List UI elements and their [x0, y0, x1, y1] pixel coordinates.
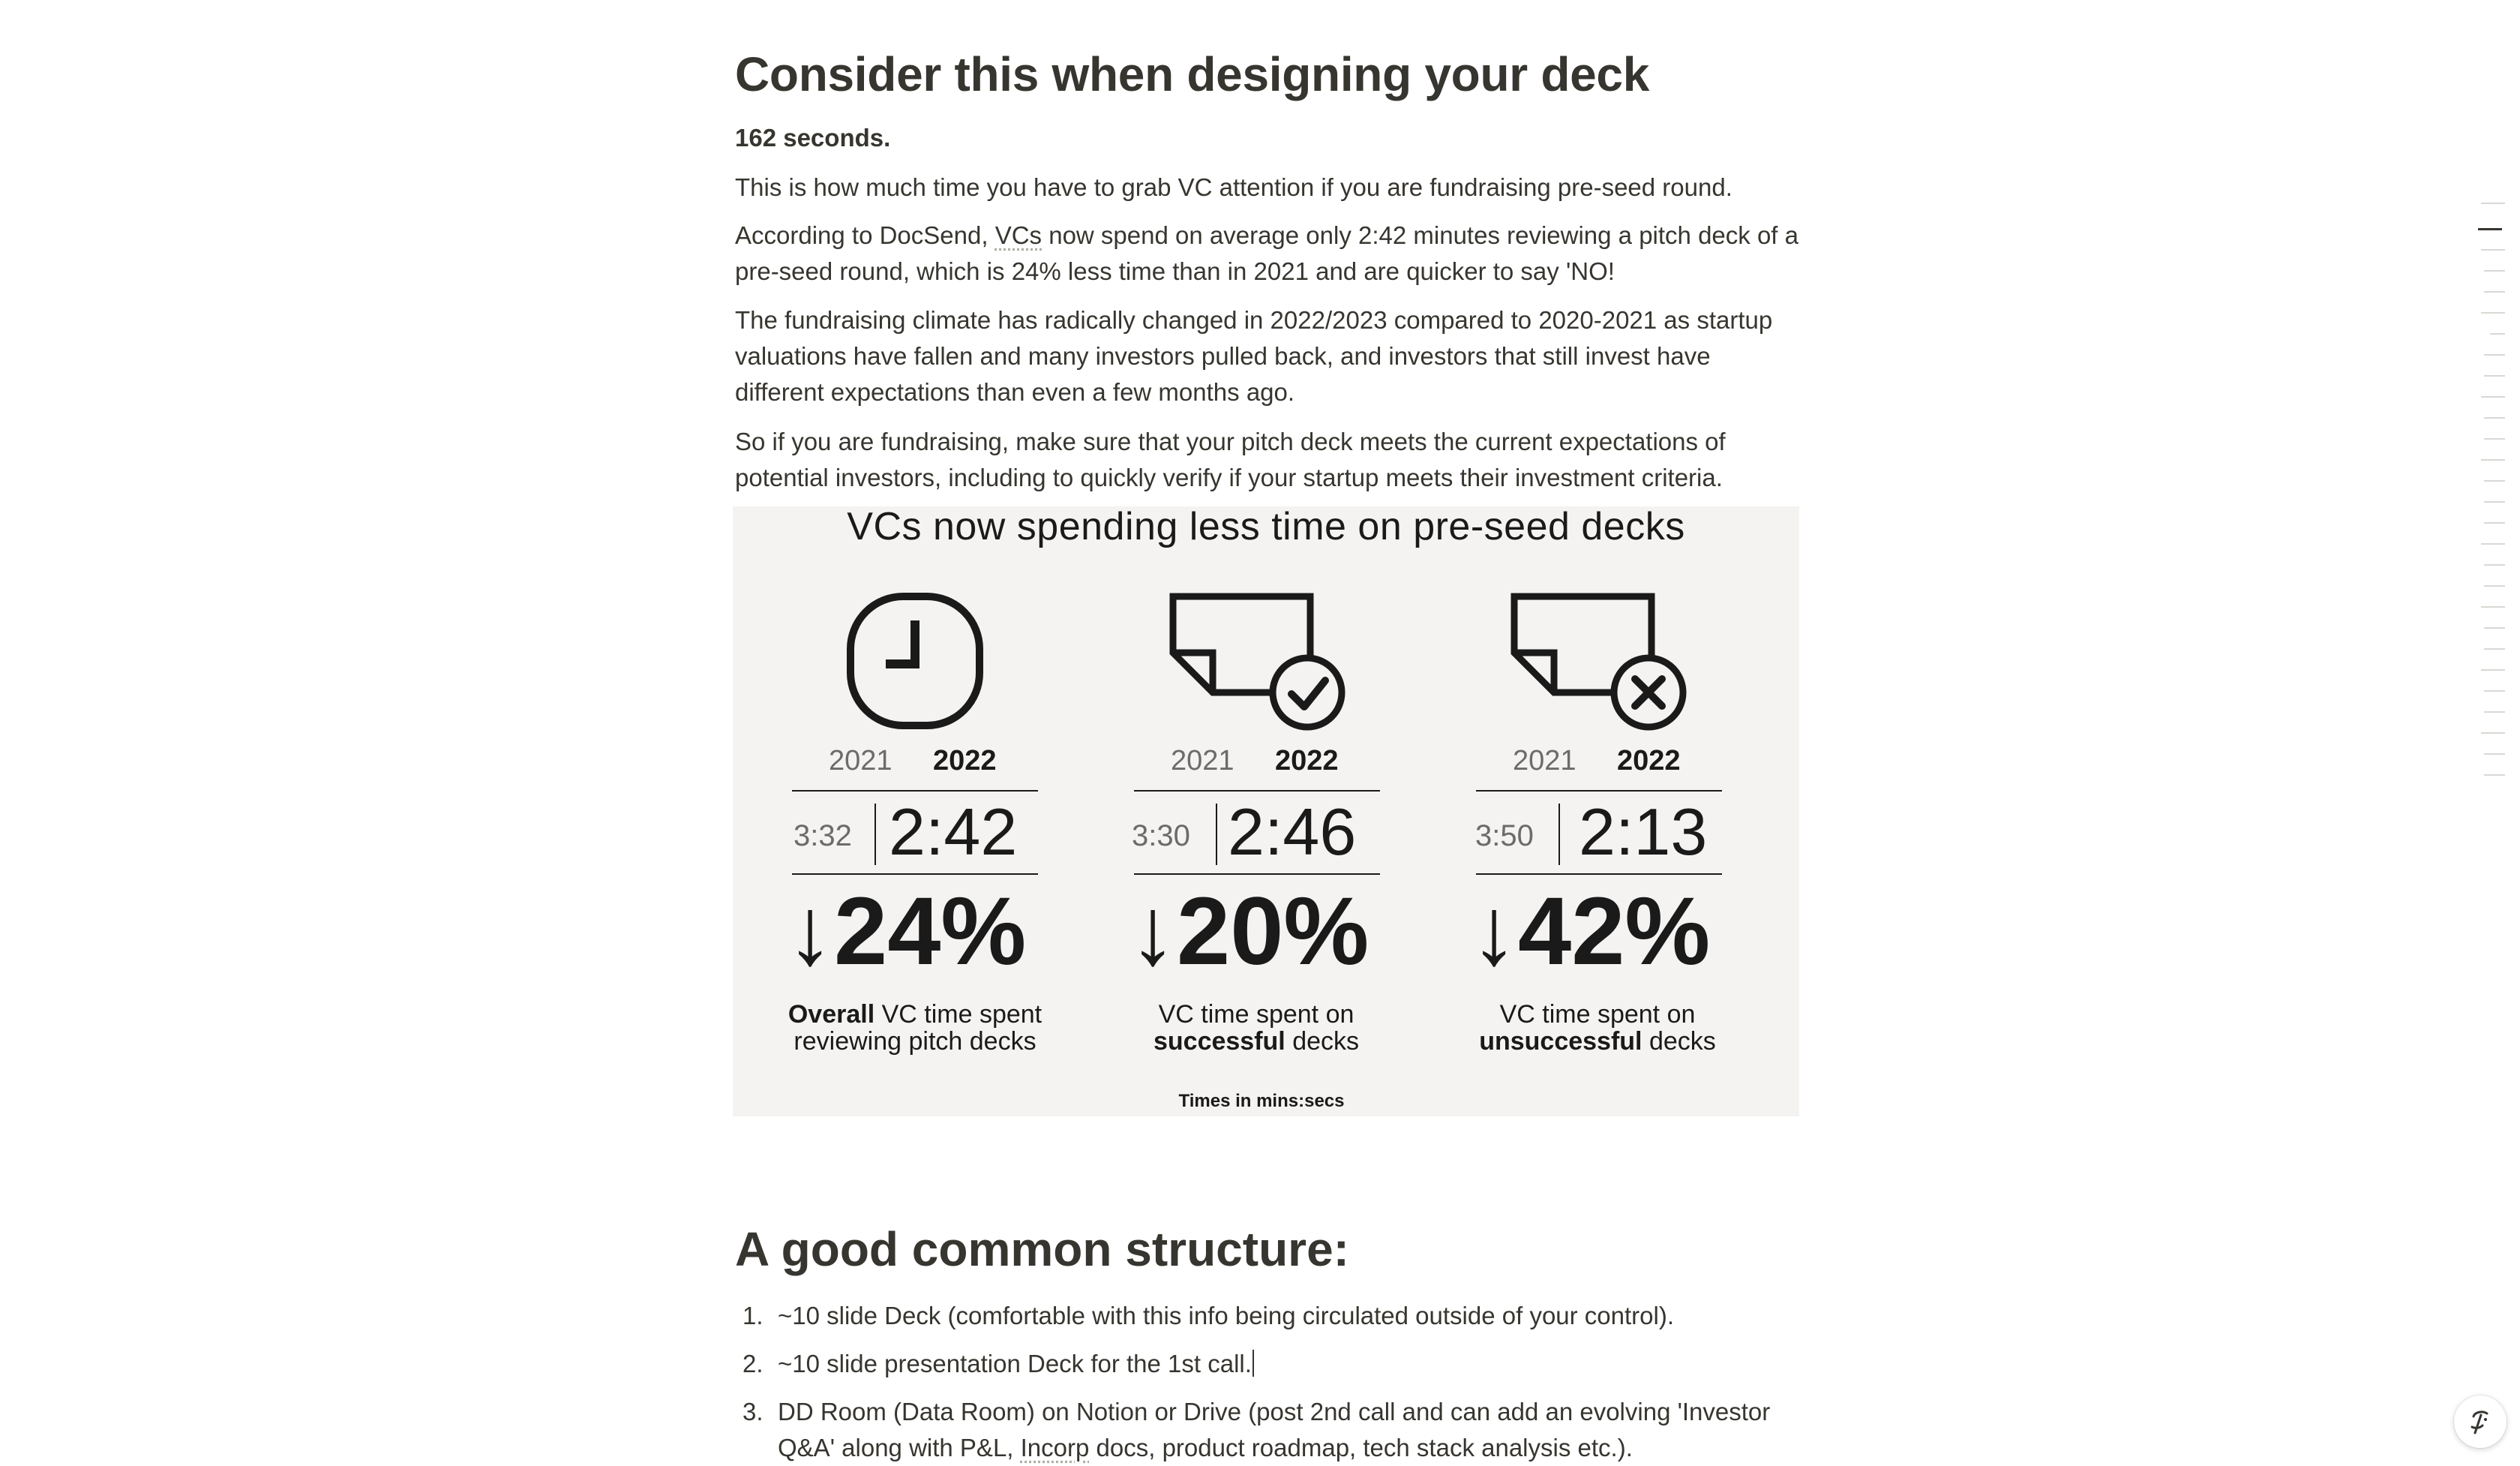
- col1-caption-line-1: [788, 1000, 1042, 1029]
- list-item-line-2a: Q&A' along with P&L,: [778, 1434, 1021, 1461]
- col2-change: ↓20%: [1129, 878, 1370, 985]
- col2-caption-rest: decks: [1285, 1027, 1360, 1056]
- infographic-title: VCs now spending less time on pre-seed decks: [847, 506, 1685, 548]
- list-item-line-1: DD Room (Data Room) on Notion or Drive (post 2nd call and can add an evolving 'Investor: [778, 1398, 1771, 1425]
- infographic-footer: Times in mins:secs: [1178, 1091, 1345, 1111]
- paragraph-4-line-1: So if you are fundraising, make sure that your pitch deck meets the current expectations of: [735, 428, 1726, 455]
- paragraph-2-text-c: pre-seed round, which is 24% less time than in 2021 and are quicker to say 'NO!: [735, 257, 1615, 285]
- paragraph-3: [735, 302, 1800, 410]
- paragraph-2: [735, 218, 1800, 290]
- list-item-text: [778, 1394, 1798, 1466]
- col3-caption-bold: unsuccessful: [1479, 1027, 1642, 1056]
- col1-year-2022: 2022: [933, 745, 997, 777]
- col1-caption-rest: VC time spent: [874, 1000, 1042, 1029]
- col3-year-2022: 2022: [1617, 745, 1681, 777]
- spellcheck-word-vcs[interactable]: VCs: [994, 221, 1042, 249]
- col3-caption-rest: decks: [1642, 1027, 1716, 1056]
- ai-face-icon: [2464, 1406, 2496, 1437]
- col1-time-2021: 3:32: [794, 819, 852, 852]
- paragraph-4-line-2: potential investors, including to quickly verify if your startup meets their investment criteria.: [735, 464, 1723, 491]
- col3-change: ↓42%: [1470, 878, 1711, 985]
- section-heading-deck: Consider this when designing your deck: [735, 47, 1650, 101]
- paragraph-2-text-b: now spend on average only 2:42 minutes reviewing a pitch deck of a: [1042, 221, 1798, 249]
- list-number: 1.: [742, 1302, 764, 1329]
- col2-time-2021: 3:30: [1132, 819, 1190, 852]
- col1-caption-line-2: reviewing pitch decks: [794, 1027, 1036, 1056]
- col2-year-2021: 2021: [1171, 745, 1234, 777]
- section-heading-structure: A good common structure:: [735, 1222, 1349, 1276]
- paragraph-3-line-1: The fundraising climate has radically changed in 2022/2023 compared to 2020-2021 as startup: [735, 306, 1773, 334]
- paragraph-2-text-a: According to DocSend,: [735, 221, 995, 249]
- list-item-text: ~10 slide Deck (comfortable with this info being circulated outside of your control).: [778, 1302, 1675, 1329]
- list-number: 2.: [742, 1350, 764, 1377]
- col3-caption-line-1: VC time spent on: [1499, 1000, 1696, 1029]
- col3-time-2022: 2:13: [1579, 795, 1708, 869]
- col2-year-2022: 2022: [1275, 745, 1339, 777]
- col1-caption-bold: Overall: [788, 1000, 875, 1029]
- col1-year-2021: 2021: [829, 745, 892, 777]
- paragraph-4: [735, 424, 1800, 496]
- deck-check-icon: [1173, 596, 1342, 727]
- col3-caption-line-2: [1479, 1027, 1716, 1056]
- spellcheck-word-incorp[interactable]: Incorp: [1020, 1434, 1090, 1461]
- col2-time-2022: 2:46: [1228, 795, 1357, 869]
- list-item-text: [778, 1346, 1798, 1382]
- col3-time-2021: 3:50: [1475, 819, 1534, 852]
- col2-caption-bold: successful: [1153, 1027, 1286, 1056]
- lead-text: 162 seconds.: [735, 124, 891, 152]
- paragraph-3-line-2: valuations have fallen and many investors pulled back, and investors that still invest have: [735, 342, 1711, 370]
- infographic-image[interactable]: [733, 506, 1799, 1116]
- clock-icon: [850, 596, 980, 725]
- text-cursor: [1252, 1350, 1254, 1377]
- col1-change: ↓24%: [786, 878, 1027, 985]
- paragraph-3-line-3: different expectations than even a few months ago.: [735, 378, 1295, 406]
- deck-x-icon: [1514, 596, 1683, 727]
- col1-time-2022: 2:42: [889, 795, 1018, 869]
- list-item-line-2b: docs, product roadmap, tech stack analysis etc.).: [1089, 1434, 1633, 1461]
- col3-year-2021: 2021: [1513, 745, 1576, 777]
- col2-caption-line-1: VC time spent on: [1158, 1000, 1354, 1029]
- notion-ai-button[interactable]: [2454, 1395, 2506, 1448]
- list-number: 3.: [742, 1398, 764, 1425]
- col2-caption-line-2: [1154, 1027, 1359, 1056]
- list-item-text-content: ~10 slide presentation Deck for the 1st call.: [778, 1350, 1252, 1377]
- paragraph-1: This is how much time you have to grab VC attention if you are fundraising pre-seed round.: [735, 173, 1732, 201]
